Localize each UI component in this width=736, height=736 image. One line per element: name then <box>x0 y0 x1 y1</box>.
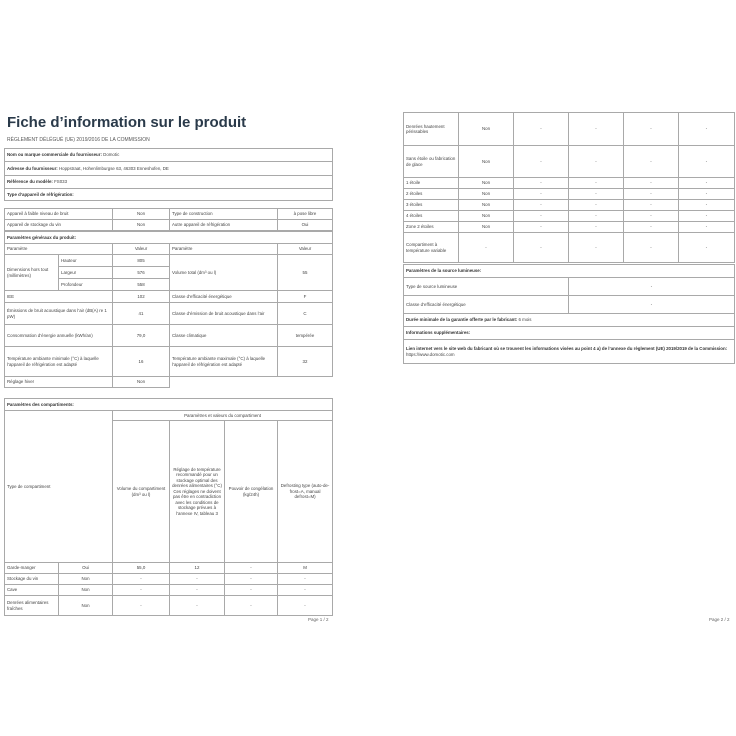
compartment-present: Non <box>459 113 514 146</box>
param-label: Classe d’efficacité énergétique <box>170 291 278 303</box>
compartment-volume-header: Volume du compartiment (dm³ ou l) <box>113 421 170 563</box>
warranty-row: Durée minimale de la garantie offerte par le fabricant: 6 mois <box>404 314 735 327</box>
light-type-value: - <box>569 278 735 296</box>
regulation-subtitle: RÈGLEMENT DÉLÉGUÉ (UE) 2019/2016 DE LA COMMISSION <box>7 137 150 143</box>
manufacturer-link[interactable]: https://www.domotic.com <box>406 351 455 357</box>
dimension-height-label: Hauteur <box>59 255 113 267</box>
param-value: tempérée <box>278 325 333 347</box>
compartment-freeze: - <box>225 563 278 574</box>
compartment-name: Compartiment à température variable <box>404 233 459 263</box>
compartment-name: 2 étoiles <box>404 189 459 200</box>
compartment-name: 4 étoiles <box>404 211 459 222</box>
cell-value: Oui <box>278 220 333 231</box>
cell-dash: - <box>514 189 569 200</box>
param-value: 32 <box>278 347 333 377</box>
table-row <box>5 574 333 585</box>
param-value: 102 <box>113 291 170 303</box>
additional-info-header: Informations supplémentaires: <box>404 327 735 340</box>
cell-dash: - <box>624 200 679 211</box>
table-row <box>404 189 735 200</box>
param-label: IEE <box>5 291 113 303</box>
supplier-table <box>4 148 333 201</box>
param-value: 41 <box>113 303 170 325</box>
cell-dash: - <box>514 200 569 211</box>
compartment-name: Zone 2 étoiles <box>404 222 459 233</box>
appliance-type-table <box>4 208 333 231</box>
param-label: Classe climatique <box>170 325 278 347</box>
total-volume-value: 55 <box>278 255 333 291</box>
cell-value: Non <box>113 220 170 231</box>
page-title: Fiche d’information sur le produit <box>7 114 247 131</box>
general-params-header: Paramètres généraux du produit: <box>5 232 333 244</box>
dimension-height-value: 805 <box>113 255 170 267</box>
table-row <box>5 563 333 574</box>
cell-dash: - <box>679 233 735 263</box>
compartment-defrost: M <box>278 563 333 574</box>
compartment-name: 3 étoiles <box>404 200 459 211</box>
table-row <box>404 113 735 146</box>
additional-info-row: Lien internet vers le site web du fabricant où se trouvent les informations visées au point 4 a) de l’annexe du règlement (UE) 2019/2019 de la Commission: https://www.domotic.com <box>404 340 735 364</box>
cell-dash: - <box>679 146 735 178</box>
model-row: Référence du modèle: FS033 <box>5 176 333 189</box>
compartment-group-header: Paramètres et valeurs du compartiment <box>113 411 333 421</box>
compartment-volume: - <box>113 596 170 616</box>
col-header-value: Valeur <box>278 244 333 255</box>
cell-dash: - <box>624 113 679 146</box>
cell-dash: - <box>569 200 624 211</box>
param-label: Classe d’émission de bruit acoustique dans l’air <box>170 303 278 325</box>
dimension-depth-label: Profondeur <box>59 279 113 291</box>
param-value: F <box>278 291 333 303</box>
compartment-present: Non <box>59 585 113 596</box>
param-label: Température ambiante minimale (°C) à laquelle l’appareil de réfrigération est adapté <box>5 347 113 377</box>
cell-label: Type de construction <box>170 209 278 220</box>
col-header-param: Paramètre <box>5 244 113 255</box>
compartment-defrost: - <box>278 596 333 616</box>
cell-dash: - <box>679 200 735 211</box>
light-source-table <box>403 264 735 364</box>
winter-setting-value: Non <box>113 377 170 388</box>
compartment-present: Non <box>459 146 514 178</box>
cell-dash: - <box>569 222 624 233</box>
compartment-present: Non <box>459 178 514 189</box>
table-row <box>5 596 333 616</box>
compartment-freeze: - <box>225 596 278 616</box>
compartment-present: - <box>459 233 514 263</box>
cell-dash: - <box>679 178 735 189</box>
compartment-volume: - <box>113 574 170 585</box>
compartment-present: Non <box>459 189 514 200</box>
param-value: 16 <box>113 347 170 377</box>
cell-dash: - <box>624 146 679 178</box>
compartment-freeze: - <box>225 585 278 596</box>
compartment-present: Oui <box>59 563 113 574</box>
cell-dash: - <box>624 211 679 222</box>
light-type-label: Type de source lumineuse <box>404 278 569 296</box>
cell-dash: - <box>679 113 735 146</box>
compartment-defrost: - <box>278 585 333 596</box>
cell-dash: - <box>679 211 735 222</box>
page-number: Page 2 / 2 <box>709 617 730 622</box>
col-header-value: Valeur <box>113 244 170 255</box>
compartment-present: Non <box>59 596 113 616</box>
general-params-table <box>4 231 333 388</box>
dimension-width-value: 576 <box>113 267 170 279</box>
cell-dash: - <box>624 178 679 189</box>
cell-dash: - <box>624 233 679 263</box>
cell-dash: - <box>514 113 569 146</box>
compartment-name: 1 étoile <box>404 178 459 189</box>
supplier-name-row: Nom ou marque commerciale du fournisseur: Domotic <box>5 149 333 162</box>
col-header-param: Paramètre <box>170 244 278 255</box>
compartment-temp: 12 <box>170 563 225 574</box>
param-label: Consommation d’énergie annuelle (kWh/an) <box>5 325 113 347</box>
param-label: Température ambiante maximale (°C) à laquelle l’appareil de réfrigération est adapté <box>170 347 278 377</box>
cell-dash: - <box>569 233 624 263</box>
light-class-value: - <box>569 296 735 314</box>
cell-dash: - <box>569 146 624 178</box>
compartment-temp: - <box>170 574 225 585</box>
param-value: C <box>278 303 333 325</box>
compartment-temp-header: Réglage de température recommandé pour un stockage optimal des denrées alimentaires (°C) Ces réglages ne doivent pas être en contradiction avec les conditions de stockage prévues à l’annexe IV, tableau 3 <box>170 421 225 563</box>
compartment-params-header: Paramètres des compartiments: <box>5 399 333 411</box>
compartment-continuation-table <box>403 112 735 263</box>
cell-dash: - <box>514 233 569 263</box>
compartment-params-table <box>4 398 333 616</box>
table-row <box>404 211 735 222</box>
compartment-volume: 55,0 <box>113 563 170 574</box>
compartment-name: Stockage du vin <box>5 574 59 585</box>
cell-label: Appareil de stockage du vin <box>5 220 113 231</box>
supplier-address-row: Adresse du fournisseur: Hoppstraat, Hohenlimburgse 63, 46303 Enneshofen, DE <box>5 162 333 176</box>
compartment-present: Non <box>459 211 514 222</box>
compartment-name: Garde-manger <box>5 563 59 574</box>
table-row <box>404 233 735 263</box>
cell-value: à pose libre <box>278 209 333 220</box>
compartment-present: Non <box>59 574 113 585</box>
cell-label: Appareil à faible niveau de bruit <box>5 209 113 220</box>
cell-dash: - <box>514 222 569 233</box>
cell-dash: - <box>624 189 679 200</box>
param-value: 79,0 <box>113 325 170 347</box>
cell-dash: - <box>514 211 569 222</box>
compartment-name: Denrées alimentaires fraîches <box>5 596 59 616</box>
cell-label: Autre appareil de réfrigération <box>170 220 278 231</box>
compartment-freeze-header: Pouvoir de congélation (kg/24h) <box>225 421 278 563</box>
cell-dash: - <box>624 222 679 233</box>
compartment-freeze: - <box>225 574 278 585</box>
table-row <box>5 585 333 596</box>
cell-value: Non <box>113 209 170 220</box>
compartment-present: Non <box>459 200 514 211</box>
document-page-1 <box>0 108 368 630</box>
cell-dash: - <box>569 178 624 189</box>
cell-dash: - <box>569 189 624 200</box>
empty-cell <box>170 377 333 388</box>
light-source-header: Paramètres de la source lumineuse: <box>404 265 735 278</box>
dimensions-label: Dimensions hors tout (millimètres) <box>5 255 59 291</box>
table-row <box>404 178 735 189</box>
compartment-type-label: Type de compartiment <box>5 411 113 563</box>
appliance-type-header: Type d’appareil de réfrigération: <box>5 189 333 201</box>
param-label: Émissions de bruit acoustique dans l’air (dB(A) re 1 pW) <box>5 303 113 325</box>
cell-dash: - <box>514 178 569 189</box>
compartment-volume: - <box>113 585 170 596</box>
compartment-temp: - <box>170 596 225 616</box>
dimension-depth-value: 558 <box>113 279 170 291</box>
cell-dash: - <box>514 146 569 178</box>
compartment-present: Non <box>459 222 514 233</box>
cell-dash: - <box>569 211 624 222</box>
cell-dash: - <box>679 189 735 200</box>
compartment-name: Denrées hautement périssables <box>404 113 459 146</box>
compartment-name: Sans étoile ou fabrication de glace <box>404 146 459 178</box>
cell-dash: - <box>679 222 735 233</box>
cell-dash: - <box>569 113 624 146</box>
winter-setting-label: Réglage hiver <box>5 377 113 388</box>
table-row <box>404 200 735 211</box>
compartment-defrost: - <box>278 574 333 585</box>
dimension-width-label: Largeur <box>59 267 113 279</box>
compartment-temp: - <box>170 585 225 596</box>
table-row <box>404 146 735 178</box>
compartment-defrost-header: Defrosting type (auto-defrost=A, manual defrost=M) <box>278 421 333 563</box>
table-row <box>404 222 735 233</box>
light-class-label: Classe d’efficacité énergétique <box>404 296 569 314</box>
document-page-2 <box>368 108 736 630</box>
compartment-name: Cave <box>5 585 59 596</box>
total-volume-label: Volume total (dm³ ou l) <box>170 255 278 291</box>
page-number: Page 1 / 2 <box>308 617 329 622</box>
